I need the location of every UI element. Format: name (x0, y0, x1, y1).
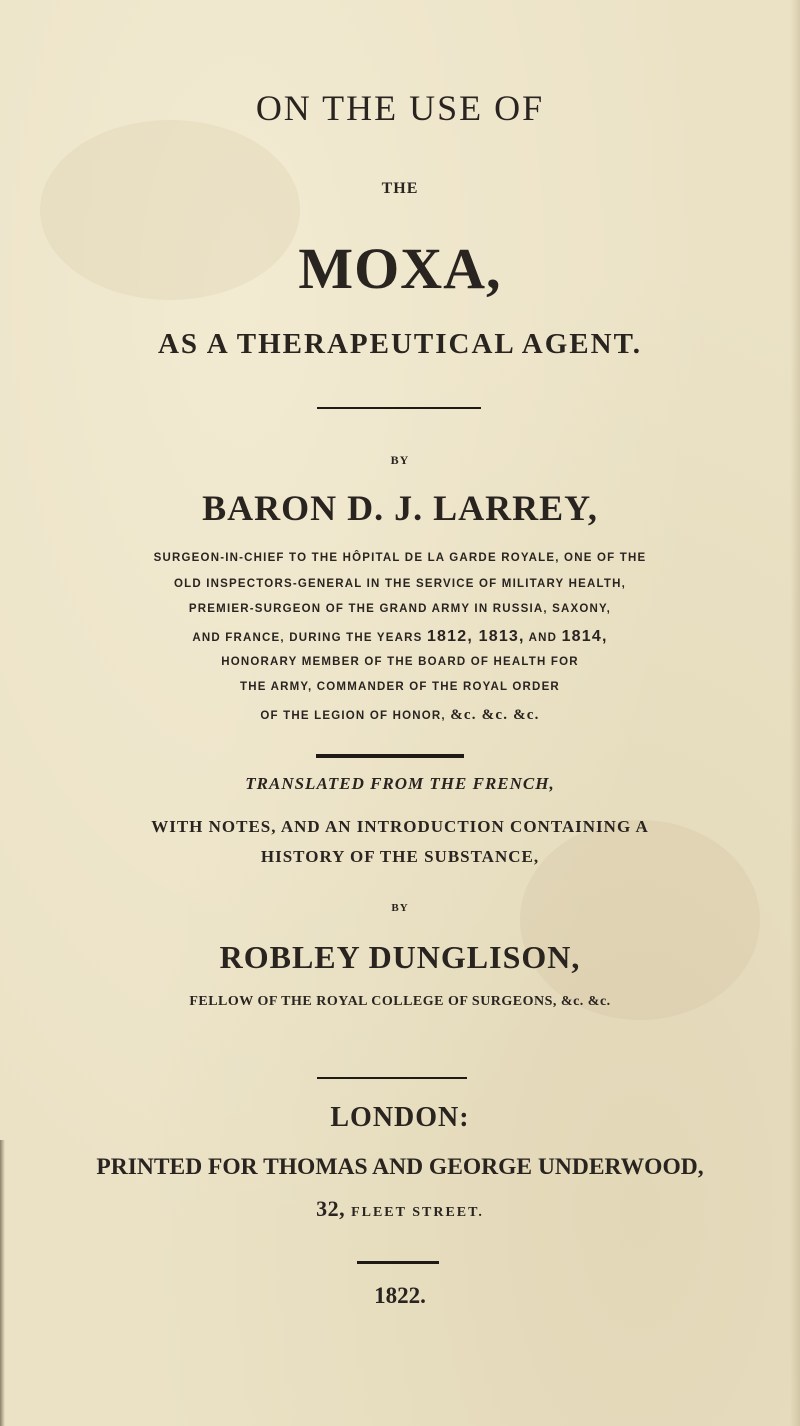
address-number: 32, (316, 1196, 352, 1221)
address-street: FLEET STREET. (351, 1205, 484, 1220)
notes-line: HISTORY OF THE SUBSTANCE, (260, 847, 540, 866)
credential-years: 1812, 1813, (426, 628, 525, 645)
credential-text: AND FRANCE, DURING THE YEARS (192, 632, 427, 644)
divider-rule (357, 1261, 439, 1264)
credential-etc: &c. &c. &c. (450, 707, 540, 723)
credential-text: AND (524, 632, 562, 644)
imprint-place: LONDON: (330, 1102, 470, 1133)
translator-name: ROBLEY DUNGLISON, (219, 939, 581, 975)
credential-line: THE ARMY, COMMANDER OF THE ROYAL ORDER (240, 681, 560, 693)
author-name: BARON D. J. LARREY, (202, 488, 598, 528)
by-label-translator: BY (391, 902, 409, 914)
credential-line: SURGEON-IN-CHIEF TO THE HÔPITAL DE LA GARDE ROYALE, ONE OF THE (153, 552, 647, 564)
credential-line: OLD INSPECTORS-GENERAL IN THE SERVICE OF MILITARY HEALTH, (174, 578, 626, 590)
imprint-printer: PRINTED FOR THOMAS AND GEORGE UNDERWOOD, (96, 1154, 704, 1180)
title-main: MOXA, (298, 236, 502, 301)
imprint-address (0, 1198, 800, 1220)
title-line-1: ON THE USE OF (255, 88, 545, 128)
title-subtitle: AS A THERAPEUTICAL AGENT. (157, 328, 643, 360)
notes-line: WITH NOTES, AND AN INTRODUCTION CONTAINING A (151, 817, 649, 836)
credential-years: 1814, (561, 628, 608, 645)
binding-shadow (0, 1140, 5, 1426)
translator-title: FELLOW OF THE ROYAL COLLEGE OF SURGEONS, &c. &c. (189, 994, 611, 1009)
divider-rule (317, 1077, 467, 1079)
credential-text: OF THE LEGION OF HONOR, (260, 710, 451, 722)
title-line-2: THE (381, 180, 419, 197)
credential-line (0, 629, 800, 645)
by-label-author: BY (390, 453, 410, 467)
credential-line (0, 708, 800, 723)
divider-rule (316, 754, 464, 758)
divider-rule (317, 407, 481, 409)
imprint-year: 1822. (374, 1283, 426, 1308)
credential-line: HONORARY MEMBER OF THE BOARD OF HEALTH FOR (221, 656, 579, 668)
credential-line: PREMIER-SURGEON OF THE GRAND ARMY IN RUSSIA, SAXONY, (188, 603, 612, 615)
translated-from: TRANSLATED FROM THE FRENCH, (245, 774, 555, 793)
